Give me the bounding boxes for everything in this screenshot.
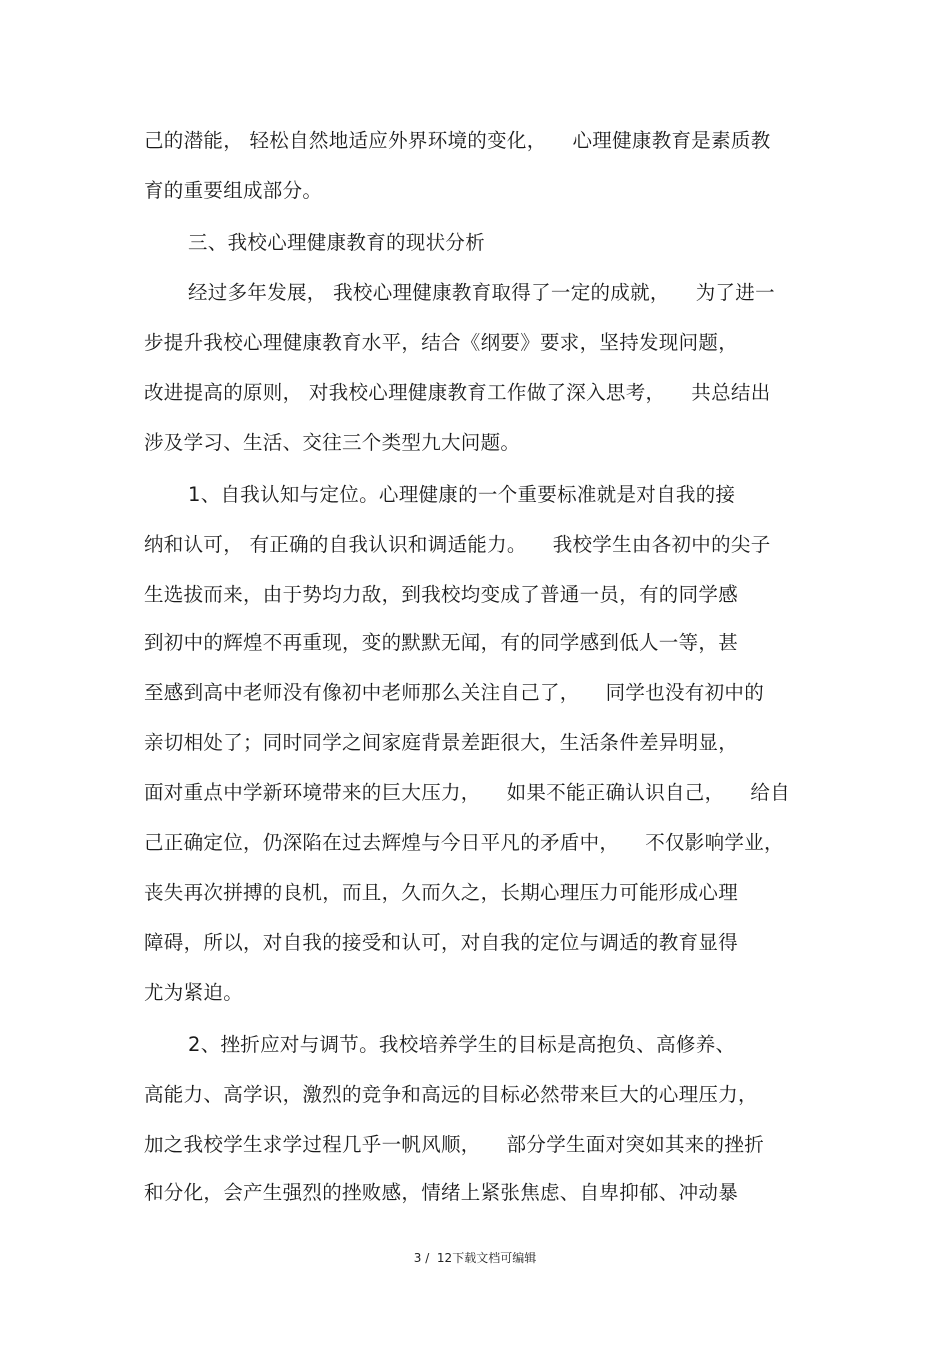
text-line-12: 至感到高中老师没有像初中老师那么关注自己了， 同学也没有初中的	[144, 681, 764, 704]
text-line-4: 经过多年发展， 我校心理健康教育取得了一定的成就， 为了进一	[188, 281, 775, 304]
text-line-7: 涉及学习、生活、交往三个类型九大问题。	[144, 431, 521, 454]
text-line-10: 生选拔而来，由于势均力敌，到我校均变成了普通一员，有的同学感	[144, 583, 739, 606]
text-line-18: 尤为紧迫。	[144, 981, 244, 1004]
text-line-11: 到初中的辉煌不再重现，变的默默无闻，有的同学感到低人一等，甚	[144, 631, 739, 654]
text-line-2: 育的重要组成部分。	[144, 179, 323, 202]
text-line-9: 纳和认可， 有正确的自我认识和调适能力。 我校学生由各初中的尖子	[144, 533, 771, 556]
section-heading: 三、我校心理健康教育的现状分析	[188, 231, 486, 254]
text-line-20: 高能力、高学识，激烈的竞争和高远的目标必然带来巨大的心理压力，	[144, 1083, 758, 1106]
text-line-14: 面对重点中学新环境带来的巨大压力， 如果不能正确认识自己， 给自	[144, 781, 790, 804]
text-line-17: 障碍，所以，对自我的接受和认可，对自我的定位与调适的教育显得	[144, 931, 739, 954]
text-line-21: 加之我校学生求学过程几乎一帆风顺， 部分学生面对突如其来的挫折	[144, 1133, 764, 1156]
page-footer: 3 / 12下载文档可编辑	[413, 1251, 537, 1265]
item-2-heading-line: 2、挫折应对与调节。我校培养学生的目标是高抱负、高修养、	[188, 1033, 736, 1056]
text-line-5: 步提升我校心理健康教育水平，结合《纲要》要求，坚持发现问题，	[144, 331, 739, 354]
item-1-heading-line: 1、自我认知与定位。心理健康的一个重要标准就是对自我的接	[188, 483, 736, 506]
text-line-6: 改进提高的原则， 对我校心理健康教育工作做了深入思考， 共总结出	[144, 381, 771, 404]
text-line-1: 己的潜能， 轻松自然地适应外界环境的变化， 心理健康教育是素质教	[144, 129, 771, 152]
text-line-22: 和分化，会产生强烈的挫败感，情绪上紧张焦虑、自卑抑郁、冲动暴	[144, 1181, 739, 1204]
text-line-16: 丧失再次拼搏的良机，而且，久而久之，长期心理压力可能形成心理	[144, 881, 739, 904]
text-line-13: 亲切相处了；同时同学之间家庭背景差距很大，生活条件差异明显，	[144, 731, 739, 754]
text-line-15: 己正确定位，仍深陷在过去辉煌与今日平凡的矛盾中， 不仅影响学业，	[144, 831, 784, 854]
